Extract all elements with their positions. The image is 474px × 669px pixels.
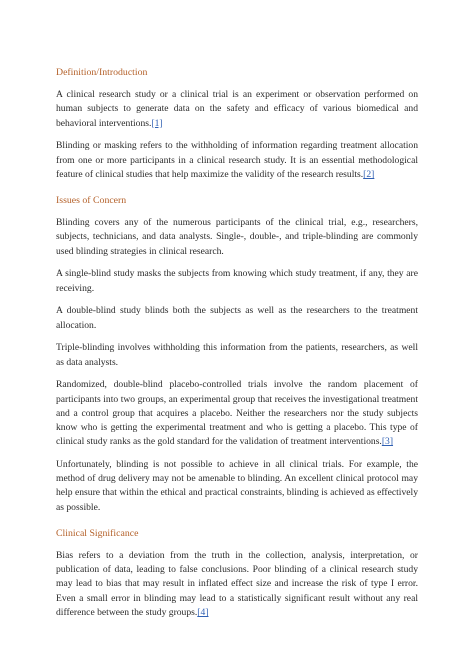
paragraph xyxy=(56,378,418,449)
reference-link[interactable]: [1] xyxy=(151,117,163,129)
paragraph-text: A double-blind study blinds both the subjects as well as the researchers to the treatment allocation. xyxy=(56,305,418,331)
section-heading-clinical-significance: Clinical Significance xyxy=(56,527,139,539)
paragraph-text: Triple-blinding involves withholding this information from the patients, researchers, as well as data analysts. xyxy=(56,342,418,368)
reference-link[interactable]: [2] xyxy=(363,168,375,180)
reference-link[interactable]: [3] xyxy=(381,436,394,448)
paragraph-text: Blinding covers any of the numerous participants of the clinical trial, e.g., researchers, subjects, technicians, and data analysts. Single-, double-, and triple-blinding are commonly used blinding strategies in clinical research. xyxy=(56,217,418,257)
paragraph-text: A clinical research study or a clinical trial is an experiment or observation performed on human subjects to generate data on the safety and efficacy of various biomedical and behavioral interventions. xyxy=(56,89,418,129)
document-body xyxy=(56,66,418,629)
paragraph-text: Randomized, double-blind placebo-controlled trials involve the random placement of participants into two groups, an experimental group that receives the investigational treatment and a control group that acquires a placebo. Neither the researchers nor the study subjects know who is getting the experimental treatment and who is getting a placebo. This type of clinical study ranks as the gold standard for the validation of treatment interventions. xyxy=(56,379,418,448)
section-heading-issues: Issues of Concern xyxy=(56,195,127,207)
reference-link[interactable]: [4] xyxy=(197,606,209,618)
paragraph xyxy=(56,267,418,295)
paragraph-text: Unfortunately, blinding is not possible to achieve in all clinical trials. For example, the method of drug delivery may not be amenable to blinding. An excellent clinical protocol may help ensure that within the ethical and practical constraints, blinding is achieved as effectively as possible. xyxy=(56,459,418,513)
paragraph xyxy=(56,216,418,259)
paragraph xyxy=(56,88,418,131)
paragraph-text: A single-blind study masks the subjects from knowing which study treatment, if any, they are receiving. xyxy=(56,268,418,294)
paragraph xyxy=(56,458,418,515)
paragraph xyxy=(56,139,418,182)
section-heading-definition: Definition/Introduction xyxy=(56,67,148,78)
paragraph-text: Blinding or masking refers to the withholding of information regarding treatment allocation from one or more participants in a clinical research study. It is an essential methodological feature of clinical studies that help maximize the validity of the research results. xyxy=(56,140,418,180)
paragraph xyxy=(56,341,418,369)
paragraph xyxy=(56,304,418,332)
paragraph xyxy=(56,549,418,620)
paragraph-text: Bias refers to a deviation from the truth in the collection, analysis, interpretation, or publication of data, leading to false conclusions. Poor blinding of a clinical research study may lead to bias that may result in inflated effect size and increase the risk of type I error. Even a small error in blinding may lead to a statistically significant result without any real difference between the study groups. xyxy=(56,550,418,618)
